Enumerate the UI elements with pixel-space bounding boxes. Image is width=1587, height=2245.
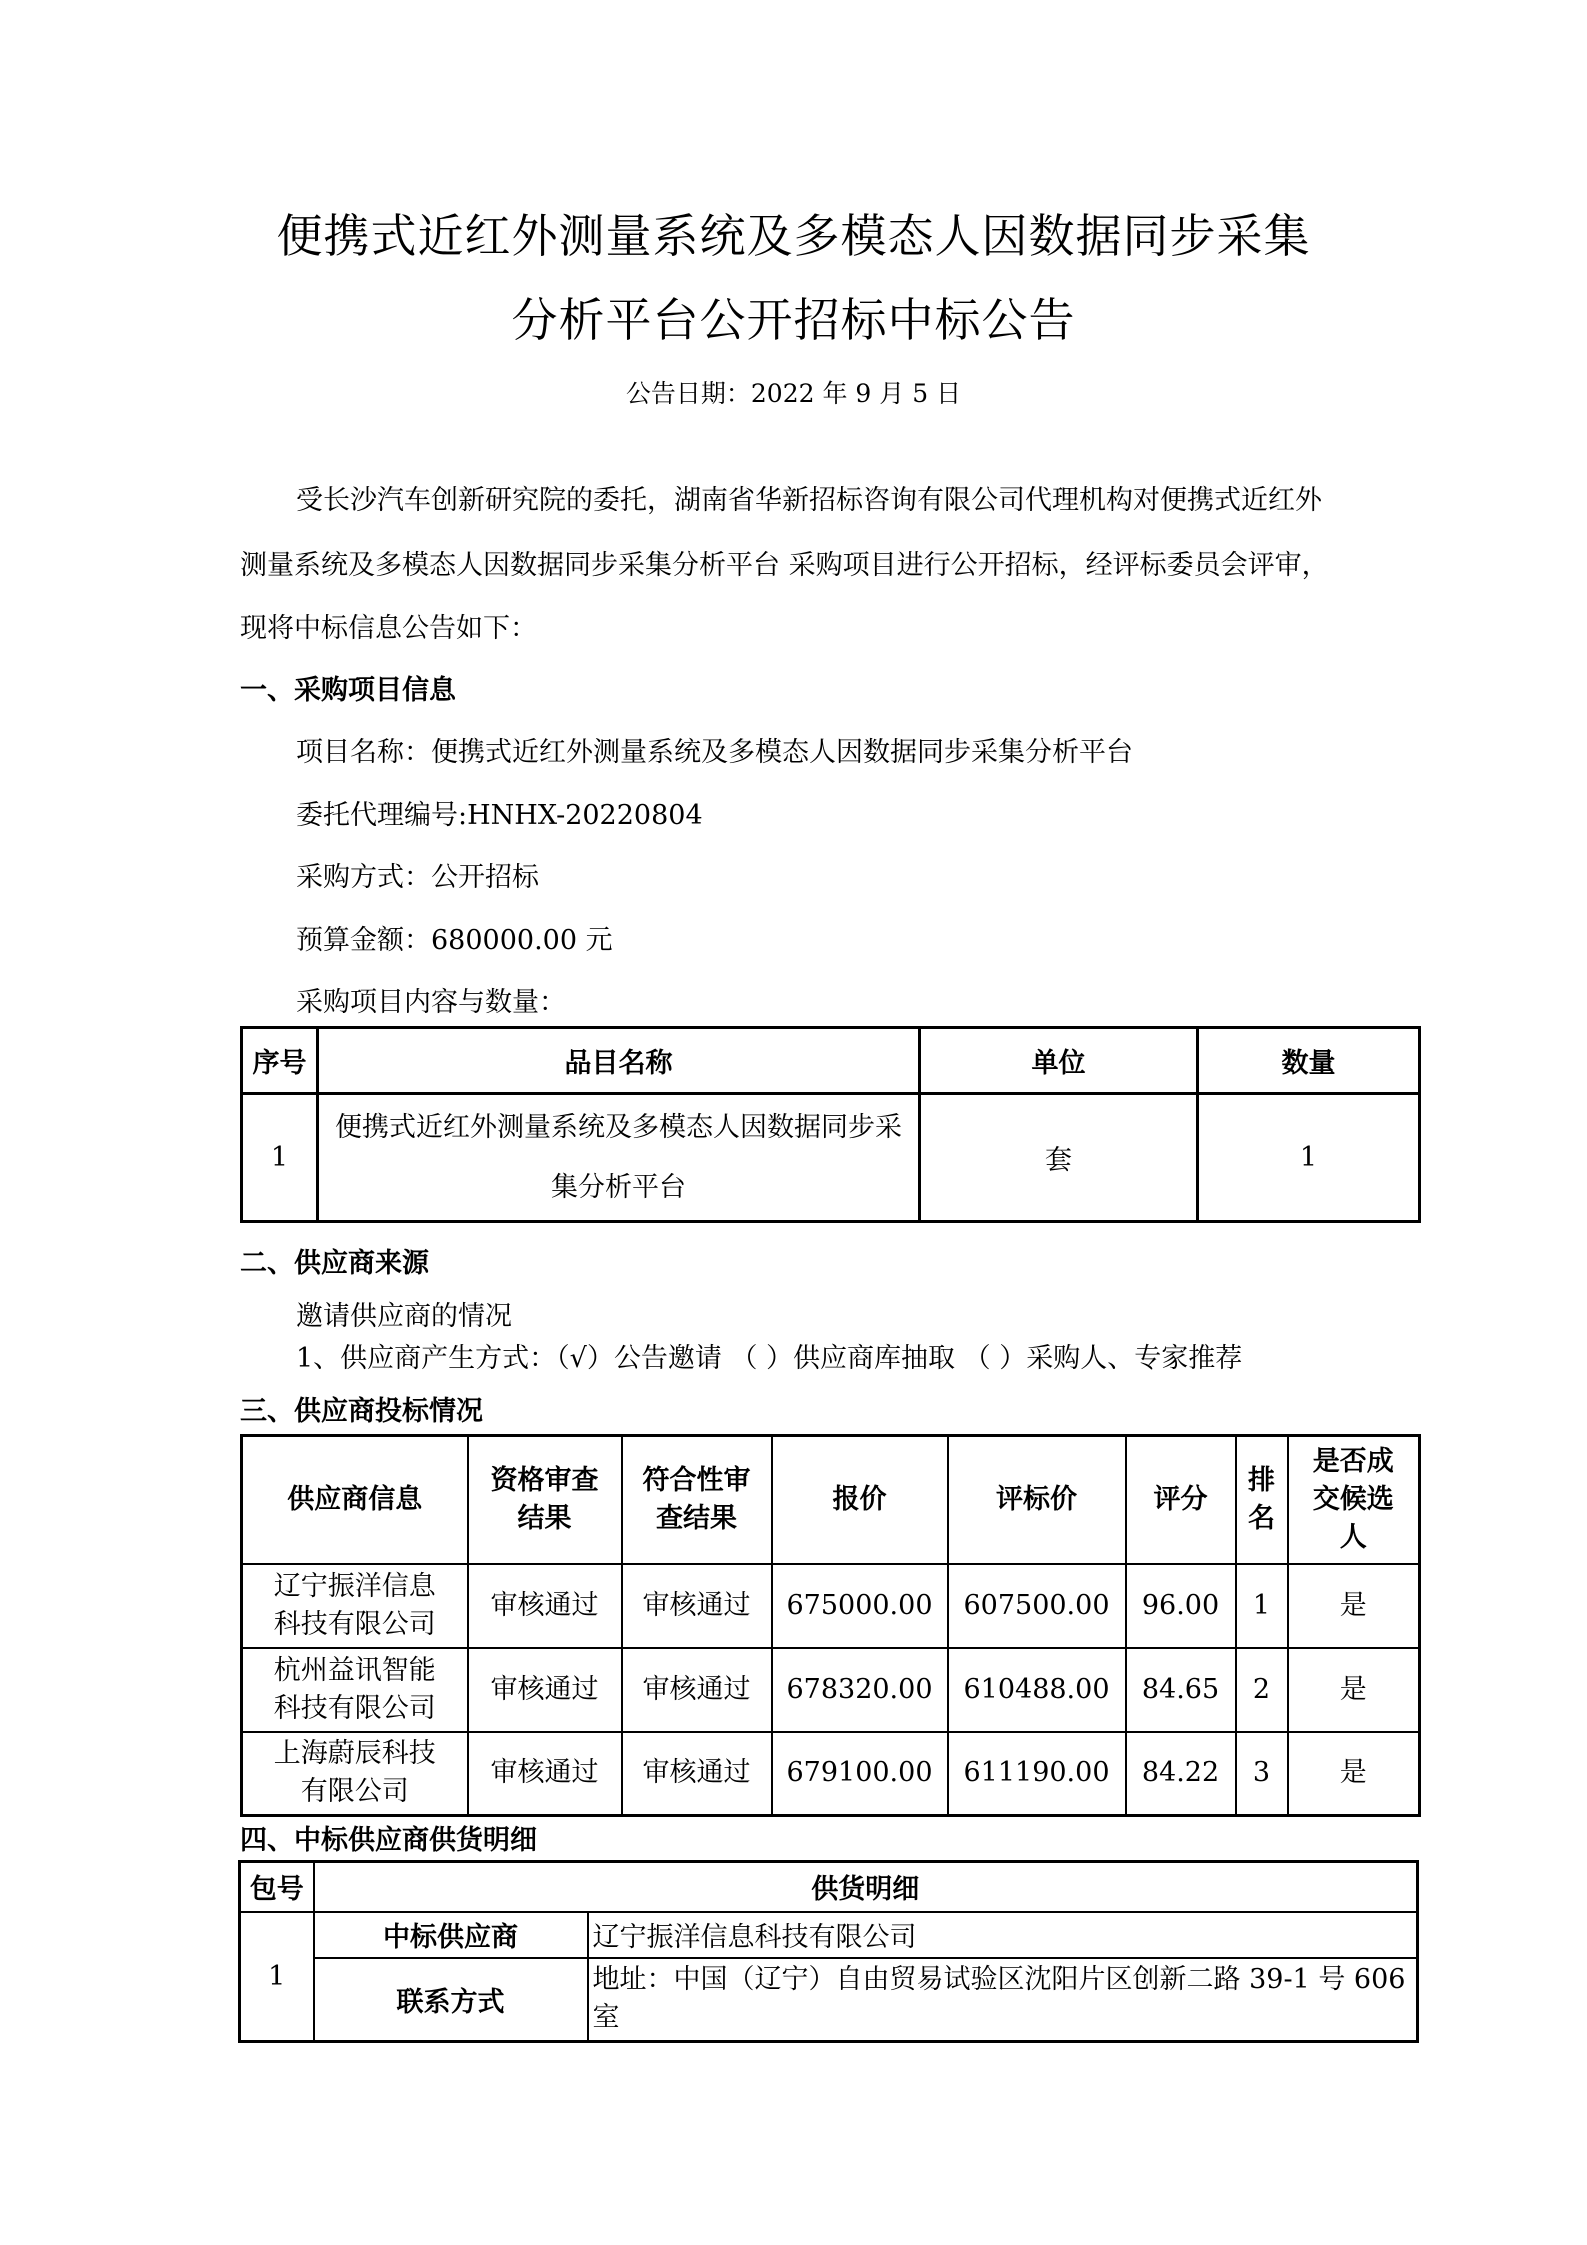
- col-header-package: 包号: [240, 1862, 314, 1912]
- cell-price: 675000.00: [772, 1564, 948, 1648]
- cell-qualification: 审核通过: [468, 1648, 622, 1732]
- cell-price: 679100.00: [772, 1732, 948, 1816]
- col-header-price: 报价: [772, 1436, 948, 1564]
- cell-candidate: 是: [1288, 1732, 1420, 1816]
- supplier-name-line-2: 科技有限公司: [273, 1692, 436, 1724]
- supplier-name-line-2: 有限公司: [300, 1776, 409, 1808]
- cell-score: 84.22: [1126, 1732, 1236, 1816]
- announcement-date: 公告日期：2022 年 9 月 5 日: [625, 379, 962, 408]
- content-label: 采购项目内容与数量：: [296, 987, 566, 1018]
- table-row: [242, 1564, 1420, 1648]
- contact-line-1: 地址：中国（辽宁）自由贸易试验区沈阳片区创新二路 39-1 号 606: [592, 1964, 1406, 1996]
- cell-supplier: [242, 1564, 468, 1648]
- supplier-name-line-1: 上海蔚辰科技: [273, 1738, 436, 1770]
- cell-qty: 1: [1198, 1094, 1420, 1222]
- cell-rank: 1: [1236, 1564, 1288, 1648]
- supply-detail-table: [238, 1860, 1419, 2043]
- procurement-method: 采购方式：公开招标: [296, 862, 539, 893]
- cand-header-line-1: 是否成: [1312, 1445, 1394, 1477]
- col-header-candidate: [1288, 1436, 1420, 1564]
- cell-eval-price: 610488.00: [948, 1648, 1126, 1732]
- intro-line-3: 现将中标信息公告如下：: [240, 613, 537, 644]
- supplier-name-line-1: 辽宁振洋信息: [273, 1570, 436, 1602]
- intro-line-1: 受长沙汽车创新研究院的委托，湖南省华新招标咨询有限公司代理机构对便携式近红外: [296, 485, 1322, 516]
- col-header-qty: 数量: [1198, 1028, 1420, 1094]
- col-header-item: 品目名称: [318, 1028, 920, 1094]
- item-name-line-1: 便携式近红外测量系统及多模态人因数据同步采: [335, 1111, 902, 1143]
- col-header-qualification: [468, 1436, 622, 1564]
- cand-header-line-2: 交候选: [1312, 1483, 1394, 1515]
- qual-header-line-1: 资格审查: [490, 1464, 599, 1496]
- intro-line-2: 测量系统及多模态人因数据同步采集分析平台 采购项目进行公开招标，经评标委员会评审，: [240, 550, 1329, 581]
- project-name: 项目名称：便携式近红外测量系统及多模态人因数据同步采集分析平台: [296, 737, 1133, 768]
- section-1-heading: 一、采购项目信息: [240, 675, 456, 706]
- supplier-name-line-2: 科技有限公司: [273, 1608, 436, 1640]
- winner-label: 中标供应商: [314, 1912, 588, 1958]
- cell-eval-price: 607500.00: [948, 1564, 1126, 1648]
- invite-situation: 邀请供应商的情况: [296, 1301, 512, 1332]
- section-2-heading: 二、供应商来源: [240, 1248, 429, 1279]
- cell-unit: 套: [920, 1094, 1198, 1222]
- cell-score: 84.65: [1126, 1648, 1236, 1732]
- cell-conformity: 审核通过: [622, 1732, 772, 1816]
- supplier-method: 1、供应商产生方式：（√）公告邀请 （ ）供应商库抽取 （ ）采购人、专家推荐: [296, 1343, 1243, 1374]
- col-header-supply-detail: 供货明细: [314, 1862, 1418, 1912]
- col-header-eval-price: 评标价: [948, 1436, 1126, 1564]
- cell-no: 1: [242, 1094, 318, 1222]
- cell-qualification: 审核通过: [468, 1732, 622, 1816]
- items-table: [240, 1026, 1421, 1223]
- supplier-name-line-1: 杭州益讯智能: [273, 1654, 436, 1686]
- contact-label: 联系方式: [314, 1958, 588, 2042]
- cell-eval-price: 611190.00: [948, 1732, 1126, 1816]
- cell-conformity: 审核通过: [622, 1564, 772, 1648]
- table-row: [242, 1094, 1420, 1222]
- col-header-rank: [1236, 1436, 1288, 1564]
- budget-amount: 预算金额：680000.00 元: [296, 925, 613, 956]
- contact-line-2: 室: [592, 2002, 620, 2034]
- cell-package-no: 1: [240, 1912, 314, 2042]
- col-header-no: 序号: [242, 1028, 318, 1094]
- cell-candidate: 是: [1288, 1648, 1420, 1732]
- conf-header-line-1: 符合性审: [642, 1464, 751, 1496]
- cell-supplier: [242, 1732, 468, 1816]
- col-header-supplier: 供应商信息: [242, 1436, 468, 1564]
- bids-table: [240, 1434, 1421, 1817]
- section-3-heading: 三、供应商投标情况: [240, 1396, 483, 1427]
- cell-price: 678320.00: [772, 1648, 948, 1732]
- rank-header-line-2: 名: [1248, 1502, 1275, 1534]
- title-line-2: 分析平台公开招标中标公告: [511, 293, 1076, 347]
- title-line-1: 便携式近红外测量系统及多模态人因数据同步采集: [276, 209, 1311, 263]
- rank-header-line-1: 排: [1248, 1464, 1275, 1496]
- cell-rank: 2: [1236, 1648, 1288, 1732]
- qual-header-line-2: 结果: [517, 1502, 572, 1534]
- cell-item-name: [318, 1094, 920, 1222]
- cell-candidate: 是: [1288, 1564, 1420, 1648]
- conf-header-line-2: 查结果: [656, 1502, 737, 1534]
- table-row: [242, 1732, 1420, 1816]
- agency-code: 委托代理编号:HNHX-20220804: [296, 800, 703, 831]
- cand-header-line-3: 人: [1339, 1521, 1367, 1553]
- col-header-score: 评分: [1126, 1436, 1236, 1564]
- table-row: [242, 1648, 1420, 1732]
- col-header-unit: 单位: [920, 1028, 1198, 1094]
- section-4-heading: 四、中标供应商供货明细: [240, 1825, 537, 1856]
- cell-rank: 3: [1236, 1732, 1288, 1816]
- winner-value: 辽宁振洋信息科技有限公司: [588, 1912, 1418, 1958]
- contact-value: [588, 1958, 1418, 2042]
- col-header-conformity: [622, 1436, 772, 1564]
- cell-conformity: 审核通过: [622, 1648, 772, 1732]
- cell-supplier: [242, 1648, 468, 1732]
- item-name-line-2: 集分析平台: [551, 1171, 686, 1203]
- cell-qualification: 审核通过: [468, 1564, 622, 1648]
- cell-score: 96.00: [1126, 1564, 1236, 1648]
